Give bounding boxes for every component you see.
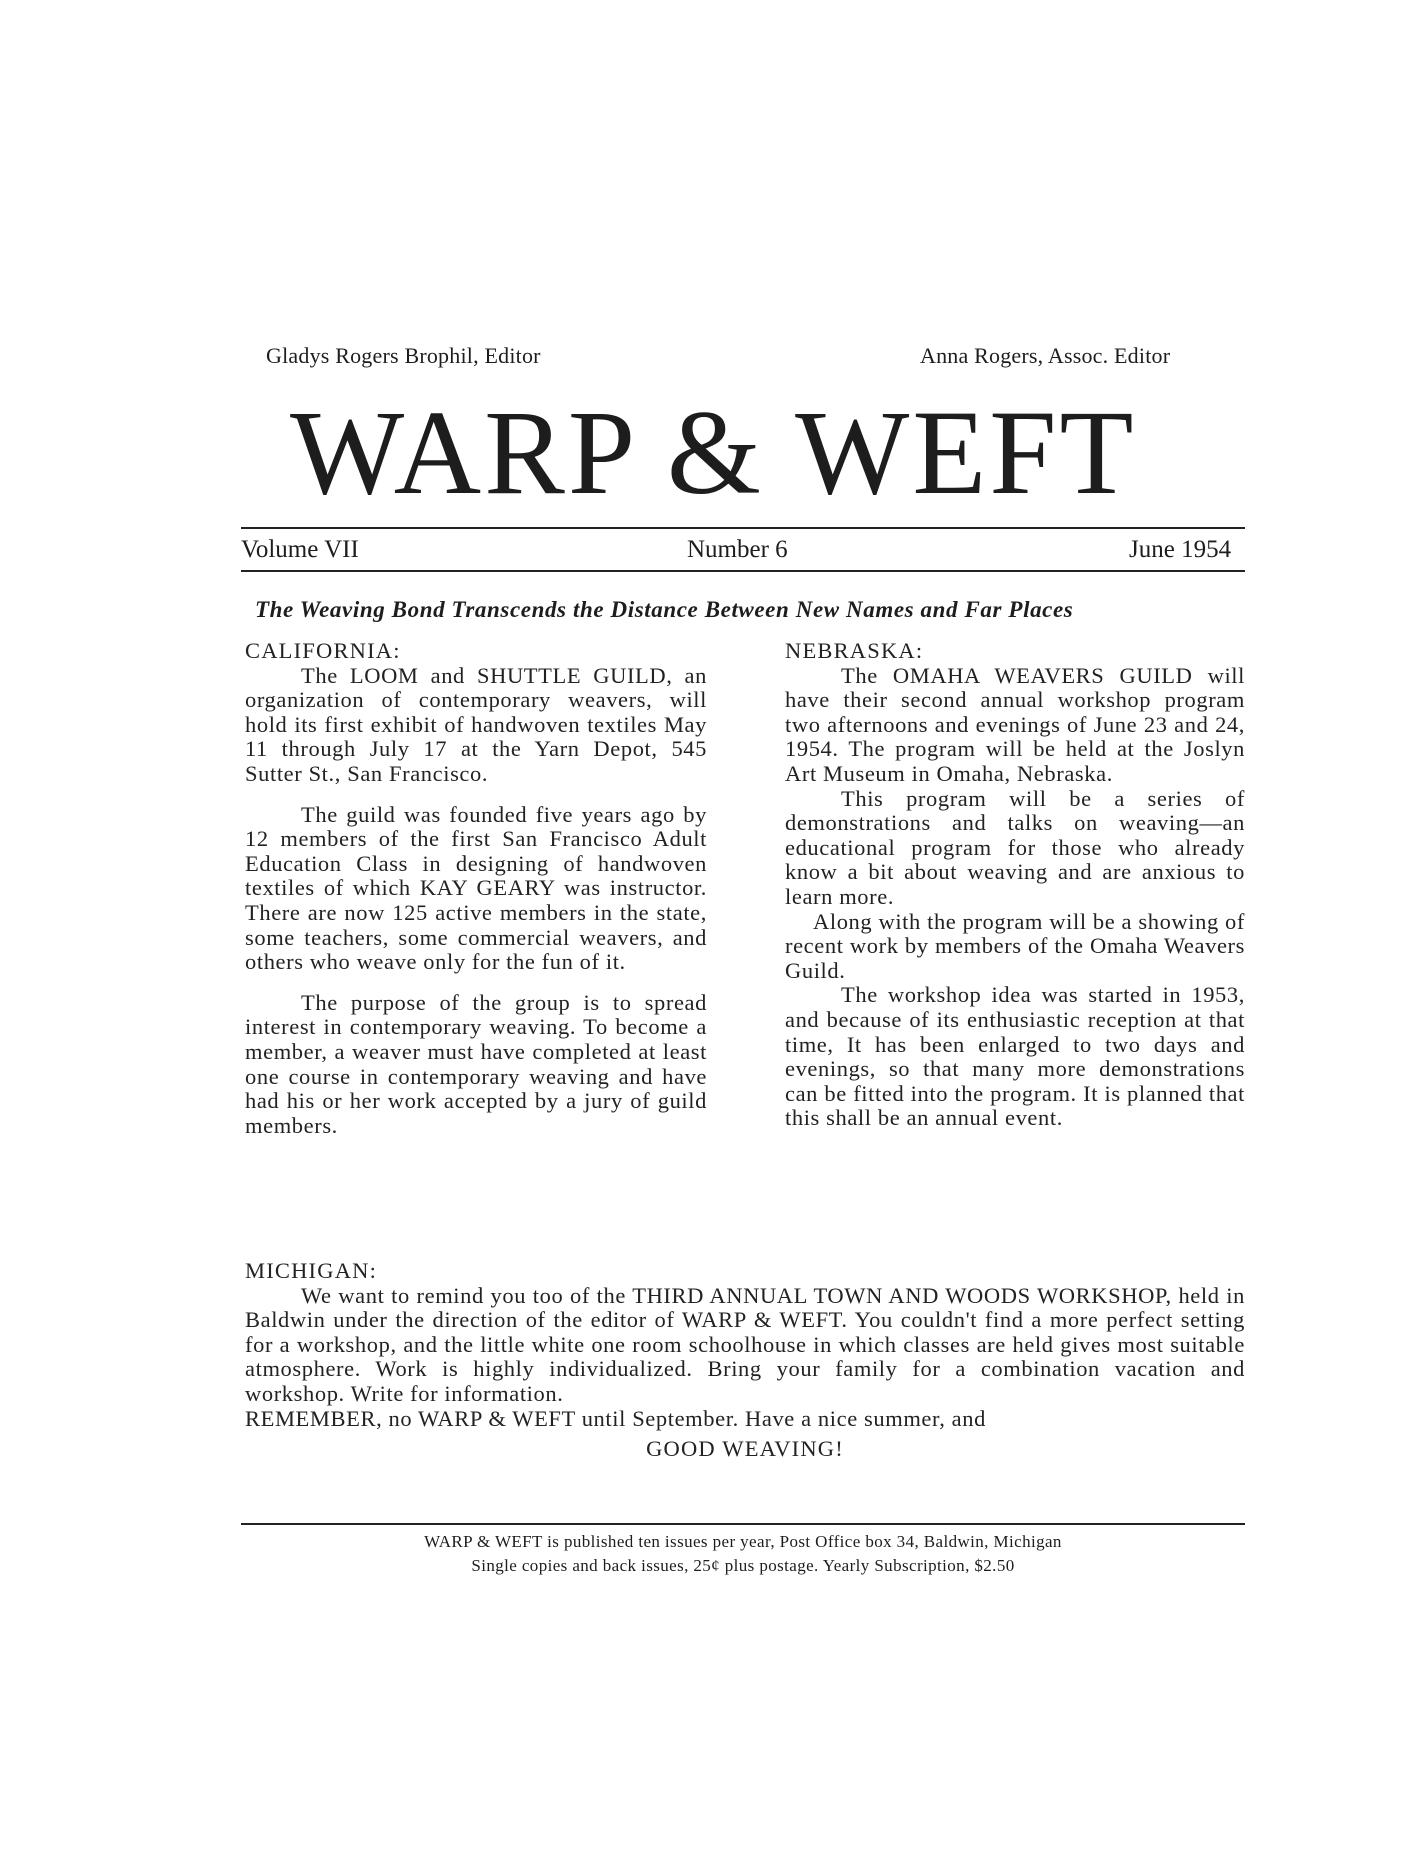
issue-subtitle: The Weaving Bond Transcends the Distance Between New Names and Far Places bbox=[255, 597, 1074, 622]
california-section bbox=[245, 639, 707, 1138]
assoc-editor-credit: Anna Rogers, Assoc. Editor bbox=[920, 343, 1171, 368]
nebraska-paragraph: Along with the program will be a showing of recent work by members of the Omaha Weavers Guild. bbox=[785, 908, 1245, 983]
nebraska-paragraph: The workshop idea was started in 1953, and because of its enthusiastic reception at that time, It has been enlarged to two days and evenings, so that many more demonstrations can be fitted into the program. It is planned that this shall be an annual event. bbox=[785, 982, 1245, 1131]
issue-number: Number 6 bbox=[687, 536, 788, 563]
california-paragraph: The purpose of the group is to spread interest in contemporary weaving. To become a member, a weaver must have completed at least one course in contemporary weaving and have had his or her work accepted by a jury of guild members. bbox=[245, 989, 707, 1138]
remember-line: REMEMBER, no WARP & WEFT until September. Have a nice summer, and bbox=[245, 1405, 986, 1431]
michigan-paragraph: We want to remind you too of the THIRD ANNUAL TOWN AND WOODS WORKSHOP, held in Baldwin under the direction of the editor of WARP & WEFT. You couldn't find a more perfect setting for a workshop, and the little white one room schoolhouse in which classes are held gives most suitable atmosphere. Work is highly individualized. Bring your family for a combination vacation and workshop. Write for information. bbox=[245, 1282, 1245, 1406]
nebraska-section bbox=[785, 639, 1245, 1131]
california-paragraph: The LOOM and SHUTTLE GUILD, an organization of contemporary weavers, will hold its first exhibit of handwoven textiles May 11 through July 17 at the Yarn Depot, 545 Sutter St., San Francisco. bbox=[245, 662, 707, 786]
masthead-title: WARP & WEFT bbox=[290, 386, 1137, 520]
issue-date: June 1954 bbox=[1129, 536, 1232, 563]
editor-credit: Gladys Rogers Brophil, Editor bbox=[266, 343, 541, 368]
michigan-section bbox=[245, 1259, 1245, 1462]
masthead-rule-top bbox=[241, 527, 1245, 529]
volume-label: Volume VII bbox=[241, 536, 359, 563]
california-paragraph: The guild was founded five years ago by 12 members of the first San Francisco Adult Education Class in designing of handwoven textiles of which KAY GEARY was instructor. There are now 125 active members in the state, some teachers, some commercial weavers, and others who weave only for the fun of it. bbox=[245, 801, 707, 975]
footer-rule bbox=[241, 1523, 1245, 1525]
nebraska-paragraph: The OMAHA WEAVERS GUILD will have their second annual workshop program two afternoons and evenings of June 23 and 24, 1954. The program will be held at the Joslyn Art Museum in Omaha, Nebraska. bbox=[785, 662, 1245, 786]
michigan-heading: MICHIGAN: bbox=[245, 1258, 378, 1283]
california-heading: CALIFORNIA: bbox=[245, 638, 401, 663]
nebraska-paragraph: This program will be a series of demonstrations and talks on weaving—an educational program for those who already know a bit about weaving and are anxious to learn more. bbox=[785, 785, 1245, 909]
publication-footer bbox=[241, 1530, 1245, 1578]
footer-line: Single copies and back issues, 25¢ plus postage. Yearly Subscription, $2.50 bbox=[471, 1556, 1015, 1575]
closing-line: GOOD WEAVING! bbox=[646, 1436, 844, 1462]
nebraska-heading: NEBRASKA: bbox=[785, 638, 924, 663]
masthead-rule-bottom bbox=[241, 570, 1245, 572]
footer-line: WARP & WEFT is published ten issues per year, Post Office box 34, Baldwin, Michigan bbox=[424, 1532, 1062, 1551]
